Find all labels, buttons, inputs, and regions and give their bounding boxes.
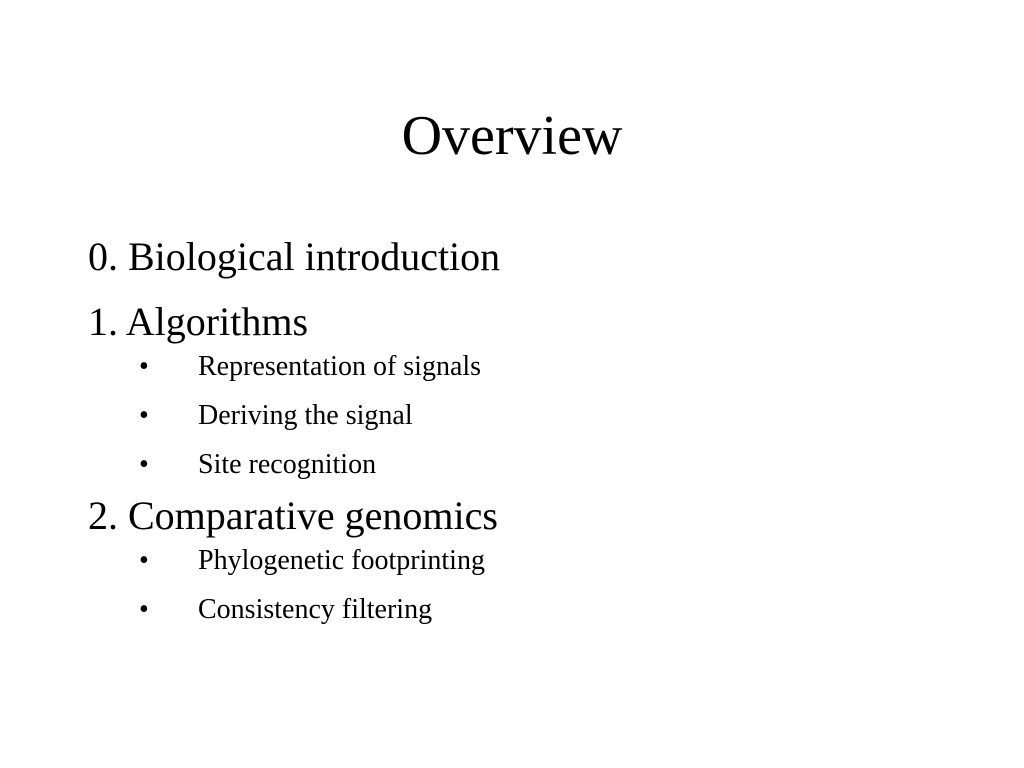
outline bbox=[88, 232, 948, 627]
list-item-label: Consistency filtering bbox=[198, 594, 433, 625]
section-heading-comparative-genomics: 2. Comparative genomics bbox=[88, 493, 498, 538]
list-item-label: Site recognition bbox=[198, 449, 377, 480]
list-item-label: Phylogenetic footprinting bbox=[198, 545, 485, 576]
section-heading-algorithms: 1. Algorithms bbox=[88, 299, 309, 344]
bullet-icon: • bbox=[139, 351, 149, 382]
list-item bbox=[88, 399, 948, 433]
bullet-icon: • bbox=[139, 400, 149, 431]
list-item-label: Representation of signals bbox=[198, 351, 482, 382]
list-item bbox=[88, 593, 948, 627]
list-item bbox=[88, 350, 948, 384]
bullet-icon: • bbox=[139, 449, 149, 480]
section-heading-biological-introduction: 0. Biological introduction bbox=[88, 234, 501, 279]
list-item bbox=[88, 544, 948, 578]
algorithms-subitems bbox=[88, 350, 948, 482]
bullet-icon: • bbox=[139, 545, 149, 576]
list-item bbox=[88, 448, 948, 482]
comparative-genomics-subitems bbox=[88, 544, 948, 627]
bullet-icon: • bbox=[139, 594, 149, 625]
list-item-label: Deriving the signal bbox=[198, 400, 413, 431]
slide-title: Overview bbox=[401, 105, 623, 167]
